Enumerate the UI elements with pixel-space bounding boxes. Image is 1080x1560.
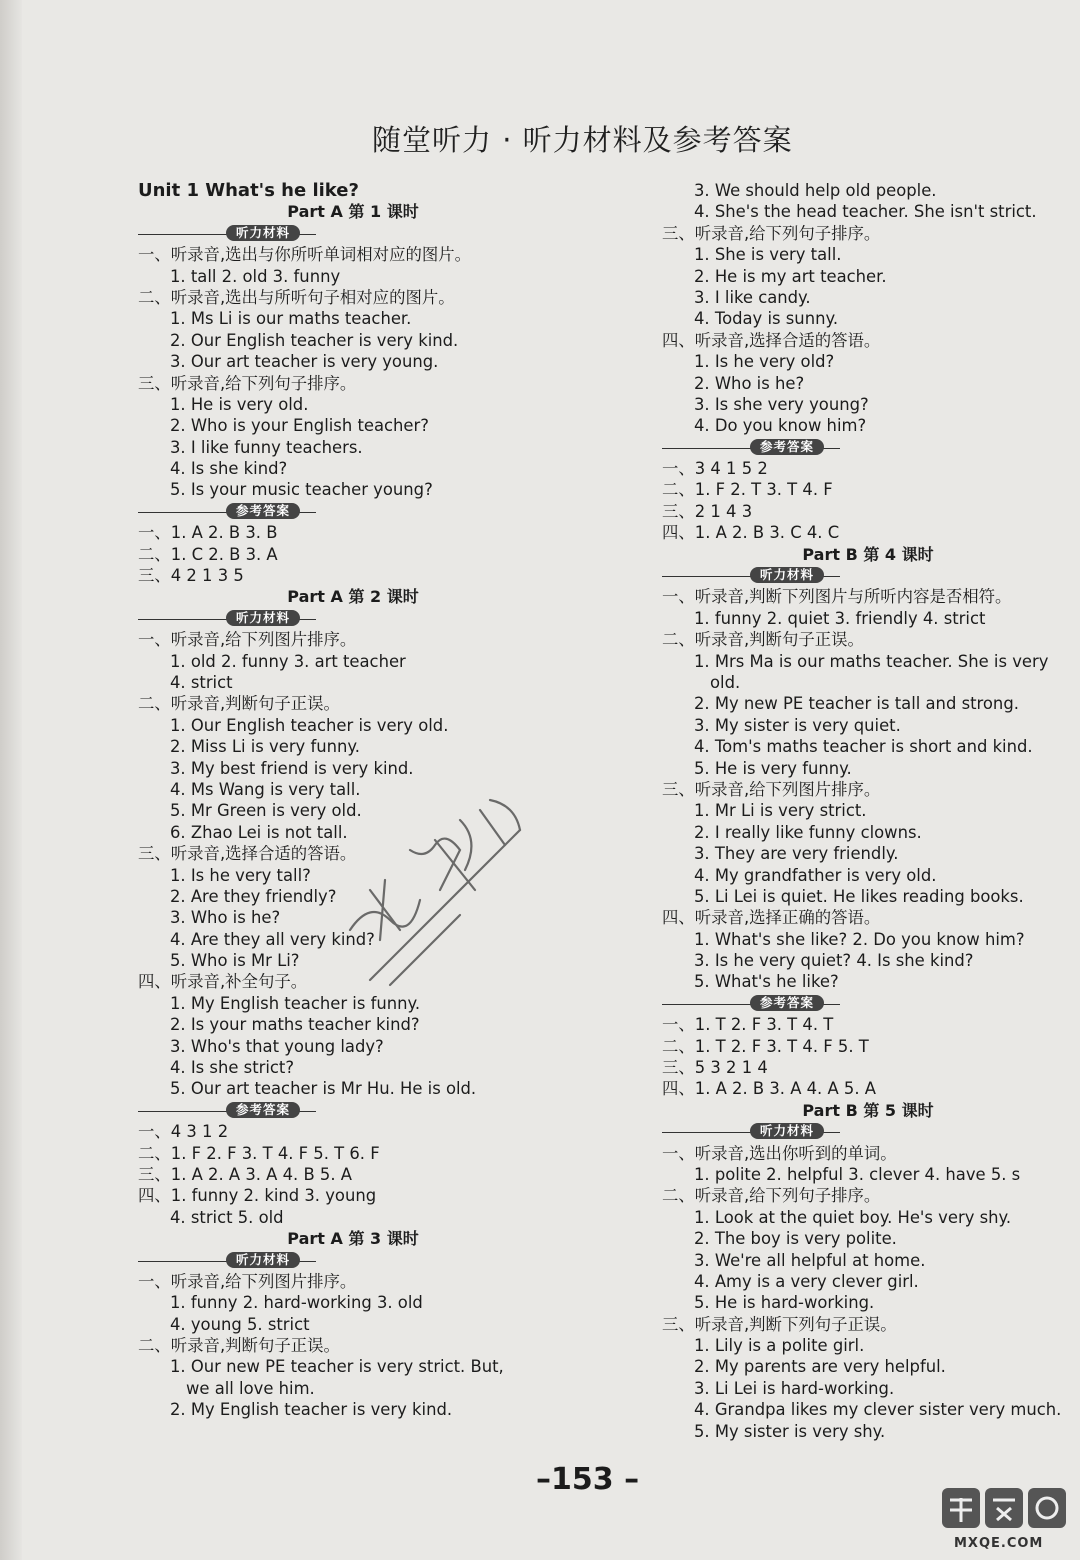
label-tag: 参考答案 — [226, 503, 300, 519]
item-line: 5. Is your music teacher young? — [170, 480, 433, 500]
section-label — [662, 565, 1074, 586]
left-column — [138, 180, 568, 1421]
question-line: 一、听录音,给下列图片排序。 — [138, 630, 357, 650]
item-line: 1. Is he very tall? — [170, 865, 311, 885]
question-line: 四、听录音,补全句子。 — [138, 972, 308, 992]
item-line: 2. My English teacher is very kind. — [170, 1400, 453, 1420]
item-line: 3. Our art teacher is very young. — [170, 352, 439, 372]
section-label — [138, 501, 568, 522]
item-line: 3. My sister is very quiet. — [694, 715, 901, 735]
item-line: 5. He is very funny. — [694, 758, 852, 778]
item-line: 1. Mrs Ma is our maths teacher. She is very — [694, 651, 1049, 671]
item-line: 4. Ms Wang is very tall. — [170, 779, 361, 799]
label-tag: 听力材料 — [226, 610, 300, 626]
item-line: 2. The boy is very polite. — [694, 1229, 897, 1249]
item-line: 3. Who is he? — [170, 908, 281, 928]
question-line: 二、听录音,选出与所听句子相对应的图片。 — [138, 287, 455, 307]
item-line: 4. Do you know him? — [694, 416, 867, 436]
question-line: 三、听录音,给下列图片排序。 — [662, 779, 881, 799]
item-line: 3. We should help old people. — [694, 181, 937, 200]
lesson-heading: Part B 第 4 课时 — [802, 544, 934, 564]
label-tag: 听力材料 — [750, 567, 824, 583]
item-line: 3. I like candy. — [694, 287, 811, 307]
item-line: 4. My grandfather is very old. — [694, 865, 937, 885]
item-line: 1. Is he very old? — [694, 352, 835, 372]
label-tag: 参考答案 — [750, 995, 824, 1011]
item-line: 5. Li Lei is quiet. He likes reading books. — [694, 886, 1024, 906]
item-line: 1. polite 2. helpful 3. clever 4. have 5. s — [694, 1164, 1021, 1184]
lesson-heading: Part B 第 5 课时 — [802, 1100, 934, 1120]
page-title: 随堂听力 · 听力材料及参考答案 — [372, 123, 793, 157]
logo-text: MXQE.COM — [954, 1536, 1044, 1551]
item-line: 5. Mr Green is very old. — [170, 801, 362, 821]
item-line: 2. Miss Li is very funny. — [170, 737, 360, 757]
item-line: 3. I like funny teachers. — [170, 437, 363, 457]
question-line: 三、4 2 1 3 5 — [138, 566, 244, 586]
item-line: 2. Are they friendly? — [170, 886, 337, 906]
label-tag: 听力材料 — [226, 225, 300, 241]
item-line: 1. old 2. funny 3. art teacher — [170, 651, 406, 671]
question-line: 一、听录音,判断下列图片与所听内容是否相符。 — [662, 587, 1012, 607]
item-line: 4. strict 5. old — [170, 1207, 284, 1227]
item-line: 1. Look at the quiet boy. He's very shy. — [694, 1207, 1012, 1227]
question-line: 一、听录音,给下列图片排序。 — [138, 1271, 357, 1291]
item-line: 4. Grandpa likes my clever sister very much. — [694, 1400, 1062, 1420]
item-line: 1. She is very tall. — [694, 245, 842, 265]
section-label — [138, 223, 568, 244]
item-line: 3. We're all helpful at home. — [694, 1250, 926, 1270]
question-line: 三、听录音,给下列句子排序。 — [138, 373, 357, 393]
item-line: 4. strict — [170, 672, 233, 692]
lesson-heading: Part A 第 1 课时 — [287, 202, 419, 222]
item-line: 4. Today is sunny. — [694, 309, 839, 329]
section-label — [662, 993, 1074, 1014]
question-line: 三、听录音,给下列句子排序。 — [662, 223, 881, 243]
item-line: 3. Is he very quiet? 4. Is she kind? — [694, 951, 974, 971]
site-logo — [940, 1484, 1068, 1554]
question-line: 一、3 4 1 5 2 — [662, 459, 768, 479]
question-line: 一、1. T 2. F 3. T 4. T — [662, 1015, 834, 1035]
item-line: 2. Who is your English teacher? — [170, 416, 429, 436]
item-line: 3. They are very friendly. — [694, 844, 899, 864]
logo-mark-icon — [940, 1484, 1068, 1532]
question-line: 一、4 3 1 2 — [138, 1122, 229, 1142]
item-line: 2. My parents are very helpful. — [694, 1357, 946, 1377]
question-line: 二、1. C 2. B 3. A — [138, 544, 278, 564]
item-line: 1. Ms Li is our maths teacher. — [170, 309, 412, 329]
item-line: 4. Amy is a very clever girl. — [694, 1271, 919, 1291]
item-line: 1. funny 2. hard-working 3. old — [170, 1293, 423, 1313]
question-line: 四、听录音,选择正确的答语。 — [662, 908, 881, 928]
item-line: 1. My English teacher is funny. — [170, 993, 421, 1013]
lesson-heading: Part A 第 2 课时 — [287, 587, 419, 607]
item-line: 3. Who's that young lady? — [170, 1036, 384, 1056]
item-line: 1. He is very old. — [170, 394, 309, 414]
item-line: 5. He is hard-working. — [694, 1293, 875, 1313]
section-label — [138, 1100, 568, 1121]
item-line: 1. What's she like? 2. Do you know him? — [694, 929, 1025, 949]
item-line: 2. Our English teacher is very kind. — [170, 330, 459, 350]
question-line: 一、听录音,选出你听到的单词。 — [662, 1143, 897, 1163]
right-column — [662, 180, 1074, 1442]
unit-title: Unit 1 What's he like? — [138, 180, 359, 201]
question-line: 二、1. F 2. F 3. T 4. F 5. T 6. F — [138, 1143, 380, 1163]
item-line: 4. She's the head teacher. She isn't strict. — [694, 202, 1037, 222]
item-line: 4. young 5. strict — [170, 1314, 310, 1334]
item-line: 1. funny 2. quiet 3. friendly 4. strict — [694, 608, 986, 628]
book-spine — [0, 0, 22, 1560]
label-tag: 听力材料 — [226, 1252, 300, 1268]
item-continuation: old. — [710, 672, 741, 692]
item-line: 5. Who is Mr Li? — [170, 951, 300, 971]
item-line: 1. Our new PE teacher is very strict. But, — [170, 1357, 504, 1377]
section-label — [138, 608, 568, 629]
question-line: 三、1. A 2. A 3. A 4. B 5. A — [138, 1164, 352, 1184]
question-line: 二、听录音,判断句子正误。 — [662, 630, 864, 650]
item-line: 2. He is my art teacher. — [694, 266, 887, 286]
question-line: 四、1. A 2. B 3. C 4. C — [662, 523, 840, 543]
section-label — [662, 1121, 1074, 1142]
question-line: 二、1. F 2. T 3. T 4. F — [662, 480, 833, 500]
item-line: 4. Are they all very kind? — [170, 929, 375, 949]
label-tag: 参考答案 — [750, 439, 824, 455]
question-line: 三、听录音,判断下列句子正误。 — [662, 1314, 897, 1334]
item-line: 1. Mr Li is very strict. — [694, 801, 867, 821]
item-line: 2. I really like funny clowns. — [694, 822, 922, 842]
question-line: 三、2 1 4 3 — [662, 501, 753, 521]
question-line: 二、听录音,给下列句子排序。 — [662, 1186, 881, 1206]
question-line: 二、听录音,判断句子正误。 — [138, 1336, 340, 1356]
question-line: 三、听录音,选择合适的答语。 — [138, 844, 357, 864]
item-line: 4. Is she kind? — [170, 459, 288, 479]
question-line: 四、1. funny 2. kind 3. young — [138, 1186, 377, 1206]
question-line: 三、5 3 2 1 4 — [662, 1058, 768, 1078]
question-line: 二、听录音,判断句子正误。 — [138, 694, 340, 714]
question-line: 二、1. T 2. F 3. T 4. F 5. T — [662, 1036, 869, 1056]
item-line: 2. My new PE teacher is tall and strong. — [694, 694, 1019, 714]
item-line: 1. Our English teacher is very old. — [170, 715, 449, 735]
question-line: 四、听录音,选择合适的答语。 — [662, 330, 881, 350]
label-tag: 参考答案 — [226, 1102, 300, 1118]
question-line: 一、1. A 2. B 3. B — [138, 523, 278, 543]
item-line: 5. My sister is very shy. — [694, 1421, 886, 1441]
item-line: 2. Is your maths teacher kind? — [170, 1015, 420, 1035]
item-line: 4. Is she strict? — [170, 1058, 295, 1078]
section-label — [662, 437, 1074, 458]
question-line: 四、1. A 2. B 3. A 4. A 5. A — [662, 1079, 876, 1099]
item-line: 2. Who is he? — [694, 373, 805, 393]
item-line: 3. My best friend is very kind. — [170, 758, 414, 778]
item-line: 5. What's he like? — [694, 972, 839, 992]
item-line: 1. tall 2. old 3. funny — [170, 266, 341, 286]
label-tag: 听力材料 — [750, 1123, 824, 1139]
lesson-heading: Part A 第 3 课时 — [287, 1229, 419, 1249]
item-line: 1. Lily is a polite girl. — [694, 1336, 865, 1356]
page-number: –153 – — [536, 1462, 640, 1497]
item-line: 3. Li Lei is hard-working. — [694, 1378, 895, 1398]
item-line: 6. Zhao Lei is not tall. — [170, 822, 348, 842]
item-continuation: we all love him. — [186, 1378, 315, 1398]
section-label — [138, 1250, 568, 1271]
item-line: 3. Is she very young? — [694, 394, 869, 414]
question-line: 一、听录音,选出与你所听单词相对应的图片。 — [138, 245, 472, 265]
item-line: 4. Tom's maths teacher is short and kind. — [694, 737, 1033, 757]
item-line: 5. Our art teacher is Mr Hu. He is old. — [170, 1079, 477, 1099]
